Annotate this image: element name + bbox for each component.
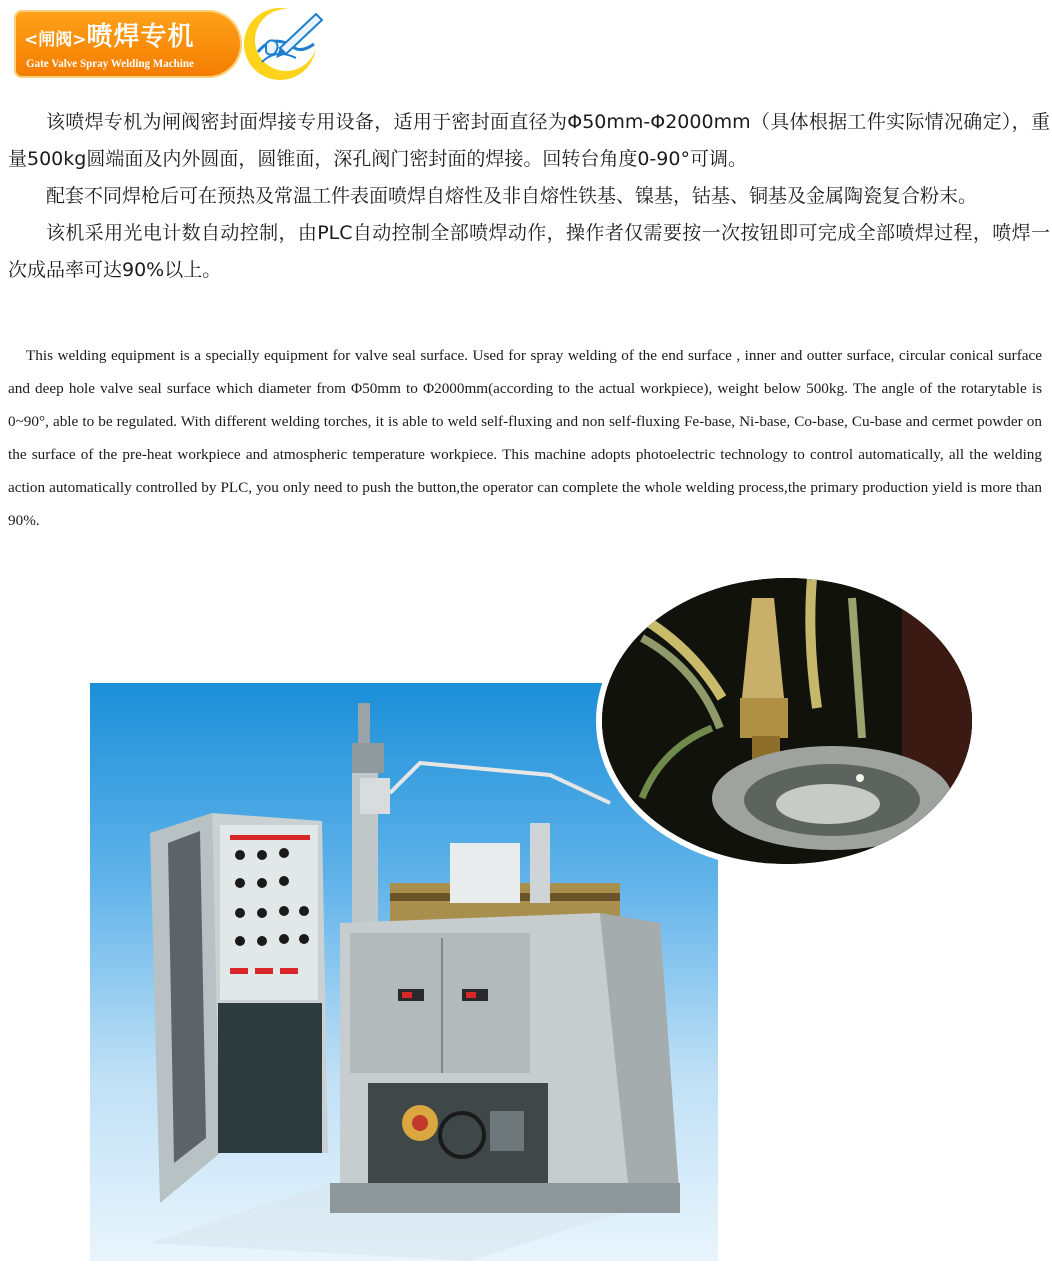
chinese-description <box>8 104 1050 289</box>
title-cn-main: 喷焊专机 <box>86 22 195 52</box>
pen-writing-icon <box>236 4 328 80</box>
welding-torch-closeup-photo <box>602 578 972 864</box>
cn-paragraph-2: 配套不同焊枪后可在预热及常温工件表面喷焊自熔性及非自熔性铁基、镍基，钴基、铜基及金属陶瓷复合粉末。 <box>46 185 978 207</box>
title-cn <box>24 16 195 53</box>
cn-paragraph-3: 该机采用光电计数自动控制，由PLC自动控制全部喷焊动作，操作者仅需要按一次按钮即可完成全部喷焊过程，喷焊一次成品率可达90%以上。 <box>8 222 1050 281</box>
title-en: Gate Valve Spray Welding Machine <box>26 56 194 70</box>
title-cn-prefix: <闸阀> <box>24 30 87 50</box>
closeup-illustration <box>602 578 972 864</box>
english-description: This welding equipment is a specially equipment for valve seal surface. Used for spray welding of the end surface , inner and outter surface, circular conical surface and deep hole valve seal surface which diameter from Φ50mm to Φ2000mm(according to the actual workpiece), weight below 500kg. The angle of the rotarytable is 0~90°, able to be regulated. With different welding torches, it is able to weld self-fluxing and non self-fluxing Fe-base, Ni-base, Co-base, Cu-base and cermet powder on the surface of the pre-heat workpiece and atmospheric temperature workpiece. This machine adopts photoelectric technology to control automatically, all the welding action automatically controlled by PLC, you only need to push the button,the operator can complete the whole welding process,the primary production yield is more than 90%. <box>8 347 1042 529</box>
title-badge <box>14 8 244 78</box>
cn-paragraph-1: 该喷焊专机为闸阀密封面焊接专用设备，适用于密封面直径为Φ50mm-Φ2000mm（具体根据工件实际情况确定），重量500kg圆端面及内外圆面，圆锥面，深孔阀门密封面的焊接。回转台角度0-90°可调。 <box>8 111 1050 170</box>
